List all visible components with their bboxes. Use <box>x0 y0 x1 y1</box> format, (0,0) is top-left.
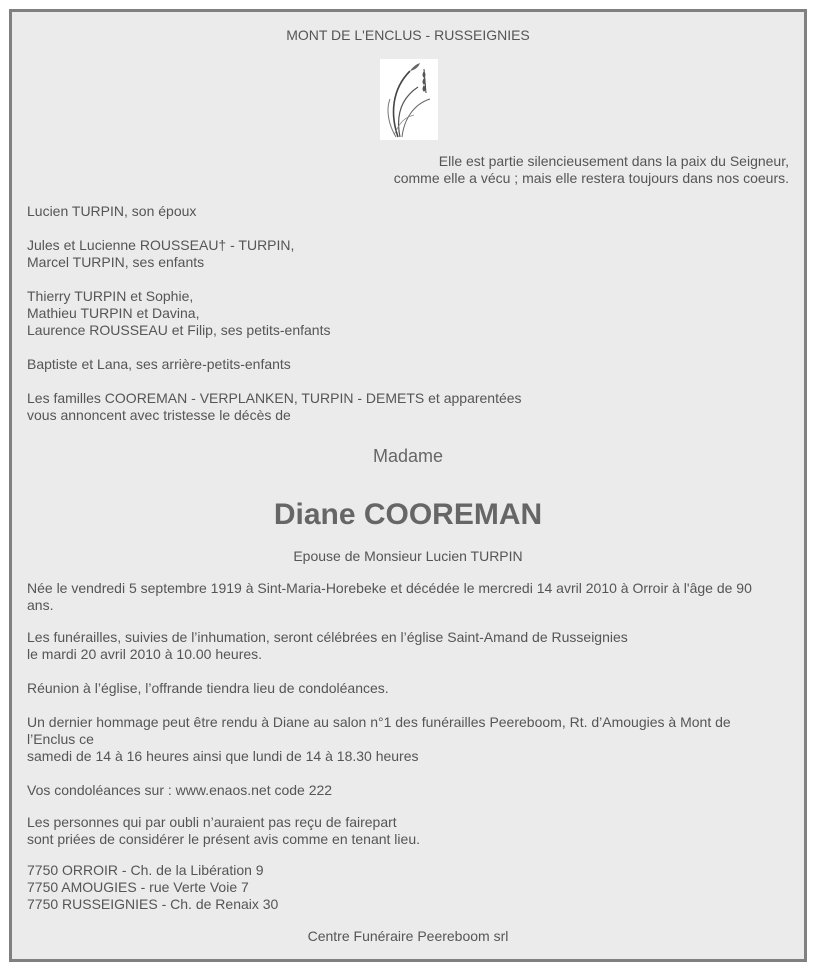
children-line-1: Jules et Lucienne ROUSSEAU† - TURPIN, <box>27 237 295 253</box>
deceased-name: Diane COOREMAN <box>273 498 543 531</box>
grandchildren-line-1: Thierry TURPIN et Sophie, <box>27 288 194 304</box>
families-line-1: Les familles COOREMAN - VERPLANKEN, TURPIN - DEMETS et apparentées <box>27 390 522 406</box>
meeting-line: Réunion à l’église, l’offrande tiendra lieu de condoléances. <box>27 680 389 696</box>
address-orroir: 7750 ORROIR - Ch. de la Libération 9 <box>27 862 264 878</box>
birth-death-line-2: ans. <box>27 597 54 613</box>
wheat-grass-icon <box>380 59 438 140</box>
spouse-line: Epouse de Monsieur Lucien TURPIN <box>293 548 523 564</box>
funeral-line-1: Les funérailles, suivies de l’inhumation, seront célébrées en l’église Saint-Amand de Russeignies <box>27 629 628 645</box>
obituary-card <box>9 9 807 962</box>
notice-line-2: sont priées de considérer le présent avis comme en tenant lieu. <box>27 831 420 847</box>
condolences-line: Vos condoléances sur : www.enaos.net code 222 <box>27 782 333 798</box>
tribute-line-1: Un dernier hommage peut être rendu à Diane au salon n°1 des funérailles Peereboom, Rt. d’Amougies à Mont de <box>27 714 731 730</box>
quote-line-2: comme elle a vécu ; mais elle restera toujours dans nos coeurs. <box>393 170 789 186</box>
birth-death-line-1: Née le vendredi 5 septembre 1919 à Sint-Maria-Horebeke et décédée le mercredi 14 avril 2010 à Orroir à l'âge de 90 <box>27 580 752 596</box>
tribute-line-3: samedi de 14 à 16 heures ainsi que lundi de 14 à 18.30 heures <box>27 748 419 764</box>
deceased-title: Madame <box>372 446 444 466</box>
notice-line-1: Les personnes qui par oubli n’auraient pas reçu de fairepart <box>27 814 397 830</box>
location-header: MONT DE L'ENCLUS - RUSSEIGNIES <box>286 27 530 43</box>
grandchildren-line-3: Laurence ROUSSEAU et Filip, ses petits-enfants <box>27 322 331 338</box>
funeral-home-name: Centre Funéraire Peereboom srl <box>307 928 509 944</box>
grandchildren-line-2: Mathieu TURPIN et Davina, <box>27 305 200 321</box>
great-grandchildren-line: Baptiste et Lana, ses arrière-petits-enfants <box>27 356 291 372</box>
address-russeignies: 7750 RUSSEIGNIES - Ch. de Renaix 30 <box>27 896 279 912</box>
funeral-line-2: le mardi 20 avril 2010 à 10.00 heures. <box>27 646 263 662</box>
address-amougies: 7750 AMOUGIES - rue Verte Voie 7 <box>27 879 249 895</box>
children-line-2: Marcel TURPIN, ses enfants <box>27 254 205 270</box>
families-line-2: vous annoncent avec tristesse le décès de <box>27 407 291 423</box>
husband-line: Lucien TURPIN, son époux <box>27 203 197 219</box>
tribute-line-2: l’Enclus ce <box>27 731 94 747</box>
quote-line-1: Elle est partie silencieusement dans la paix du Seigneur, <box>438 153 789 169</box>
